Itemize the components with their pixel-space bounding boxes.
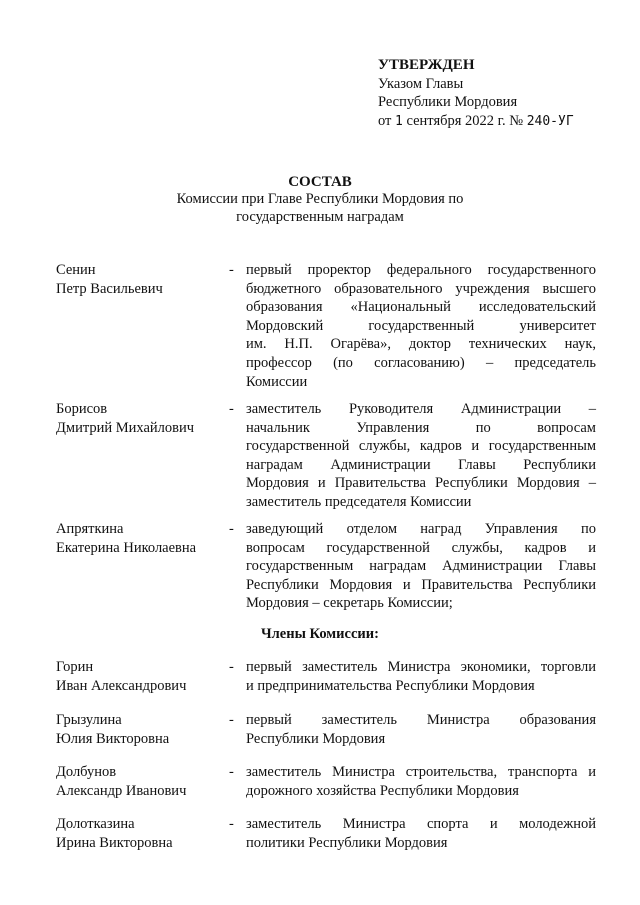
approval-line-2: Республики Мордовия xyxy=(378,94,518,110)
dash-separator: - xyxy=(229,401,234,417)
person-surname: Горин xyxy=(56,659,94,675)
person-position xyxy=(246,711,596,748)
position-line: заместитель Министра строительства, транспорта и xyxy=(246,764,596,780)
person-given-names: Александр Иванович xyxy=(56,782,187,799)
person-name xyxy=(56,261,226,298)
person-position xyxy=(246,658,596,695)
position-line: Республики Мордовия xyxy=(246,730,386,747)
person-given-names: Иван Александрович xyxy=(56,677,187,694)
decree-number: 240-УГ xyxy=(526,113,574,129)
person-given-names: Юлия Викторовна xyxy=(56,730,170,747)
position-line: Республики Мордовия и Правительства Республики xyxy=(246,576,596,593)
position-line: вопросам государственной службы, кадров и xyxy=(246,539,596,556)
person-surname: Борисов xyxy=(56,401,108,417)
person-given-names: Петр Васильевич xyxy=(56,280,163,297)
position-line: заместитель Министра спорта и молодежной xyxy=(246,816,596,832)
position-line: дорожного хозяйства Республики Мордовия xyxy=(246,782,519,799)
position-line: профессор (по согласованию) – председатель xyxy=(246,354,596,371)
dash-separator: - xyxy=(229,712,234,728)
members-heading: Члены Комиссии: xyxy=(261,626,379,642)
position-line: Мордовия и Правительства Республики Мордовия – xyxy=(246,475,596,492)
position-line: заведующий отделом наград Управления по xyxy=(246,521,596,537)
position-line: им. Н.П. Огарёва», доктор технических наук, xyxy=(246,336,596,353)
person-name xyxy=(56,711,226,748)
subtitle-line-1: Комиссии при Главе Республики Мордовия по xyxy=(176,191,464,207)
dash-separator: - xyxy=(229,659,234,675)
person-name xyxy=(56,400,226,437)
person-name xyxy=(56,763,226,800)
person-surname: Сенин xyxy=(56,262,96,278)
person-given-names: Дмитрий Михайлович xyxy=(56,419,195,436)
document-title: СОСТАВ xyxy=(288,174,352,190)
person-surname: Грызулина xyxy=(56,712,122,728)
person-given-names: Ирина Викторовна xyxy=(56,834,173,851)
document-subtitle xyxy=(0,191,640,226)
person-position xyxy=(246,261,596,391)
position-line: начальник Управления по вопросам xyxy=(246,419,596,436)
position-line: первый заместитель Министра образования xyxy=(246,712,596,728)
position-line: государственной службы, кадров и государственным xyxy=(246,438,596,455)
date-prefix: от xyxy=(378,112,392,129)
person-name xyxy=(56,520,226,557)
position-line: политики Республики Мордовия xyxy=(246,834,448,851)
position-line: бюджетного образовательного учреждения высшего xyxy=(246,280,596,297)
subtitle-line-2: государственным наградам xyxy=(236,208,404,225)
dash-separator: - xyxy=(229,764,234,780)
person-surname: Долбунов xyxy=(56,764,117,780)
person-position xyxy=(246,520,596,613)
position-line: заместитель председателя Комиссии xyxy=(246,493,472,510)
position-line: Мордовский государственный университет xyxy=(246,317,596,334)
person-surname: Долотказина xyxy=(56,816,135,832)
person-name xyxy=(56,815,226,852)
position-line: и предпринимательства Республики Мордовия xyxy=(246,677,535,694)
person-name xyxy=(56,658,226,695)
dash-separator: - xyxy=(229,262,234,278)
approval-date-line xyxy=(378,112,574,132)
approval-line-1: Указом Главы xyxy=(378,75,464,92)
position-line: первый проректор федерального государственного xyxy=(246,262,596,278)
dash-separator: - xyxy=(229,816,234,832)
position-line: образования «Национальный исследовательский xyxy=(246,299,596,316)
position-line: заместитель Руководителя Администрации – xyxy=(246,401,596,417)
dash-separator: - xyxy=(229,521,234,537)
person-position xyxy=(246,815,596,852)
position-line: Мордовия – секретарь Комиссии; xyxy=(246,595,453,612)
date-day: 1 xyxy=(395,113,403,129)
position-line: государственным наградам Администрации Главы xyxy=(246,558,596,575)
person-position xyxy=(246,763,596,800)
position-line: наградам Администрации Главы Республики xyxy=(246,456,596,473)
approval-stamp xyxy=(378,56,574,131)
approval-title: УТВЕРЖДЕН xyxy=(378,57,475,73)
person-given-names: Екатерина Николаевна xyxy=(56,539,197,556)
position-line: Комиссии xyxy=(246,373,308,390)
person-surname: Апряткина xyxy=(56,521,124,537)
person-position xyxy=(246,400,596,512)
date-rest: сентября 2022 г. № xyxy=(406,112,524,129)
position-line: первый заместитель Министра экономики, торговли xyxy=(246,659,596,675)
